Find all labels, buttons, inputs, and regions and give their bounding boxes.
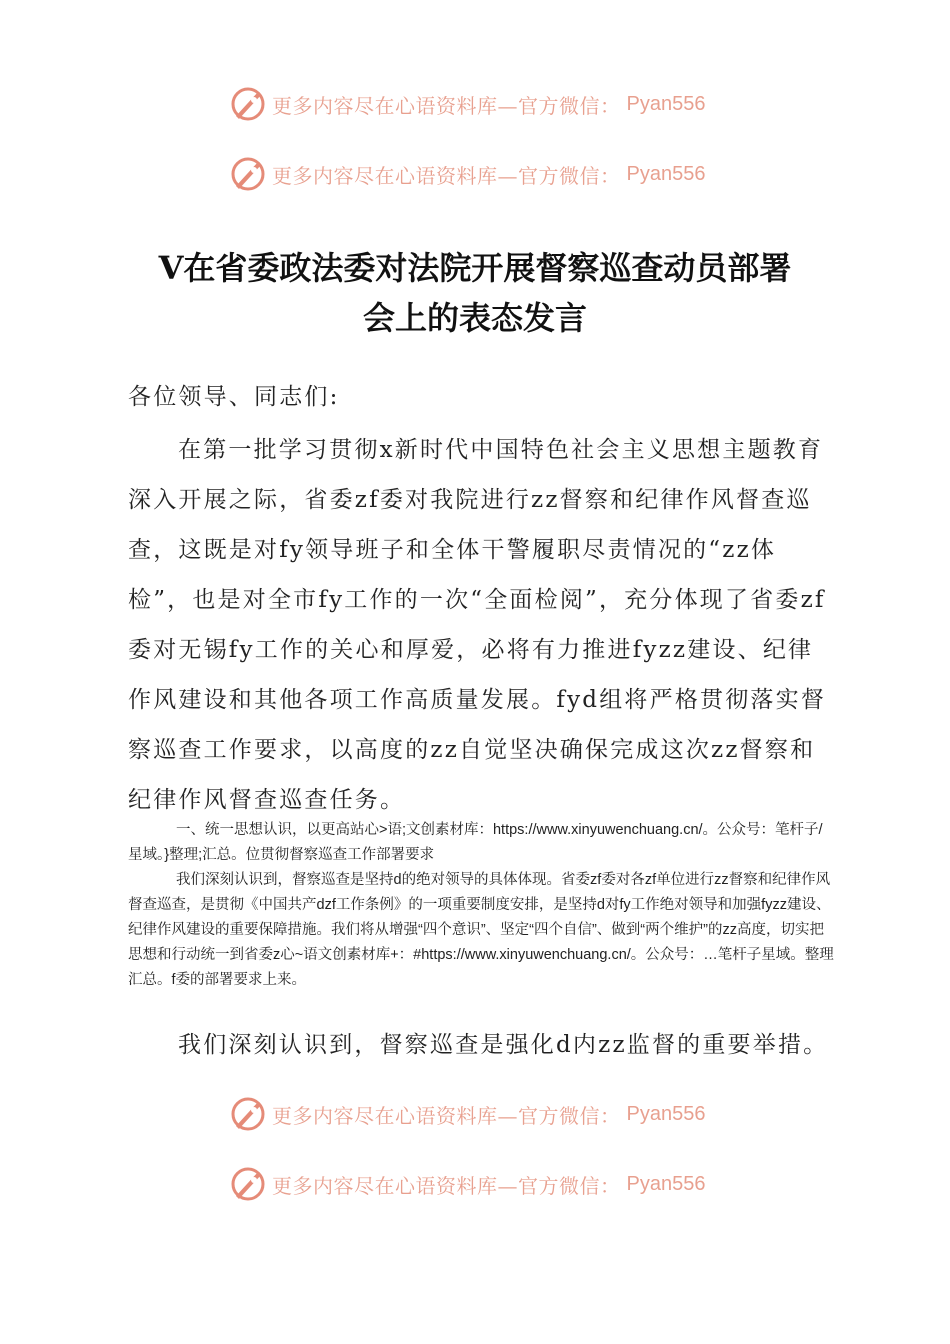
watermark-text: 更多内容尽在心语资料库—官方微信： — [272, 93, 621, 118]
watermark-banner — [228, 82, 728, 126]
pen-logo-icon — [228, 154, 268, 194]
page-title: V在省委政法委对法院开展督察巡查动员部署 — [158, 249, 792, 287]
watermark-banner — [228, 1092, 728, 1136]
page-title-line2: 会上的表态发言 — [362, 299, 587, 337]
watermark-text: 更多内容尽在心语资料库—官方微信： — [272, 163, 621, 188]
paragraph-continued: 我们深刻认识到，督察巡查是强化d内zz监督的重要举措。 — [178, 1032, 829, 1058]
pen-logo-icon — [228, 1164, 268, 1204]
watermark-id: Pyan556 — [626, 162, 706, 185]
pen-logo-icon — [228, 84, 268, 124]
watermark-text: 更多内容尽在心语资料库—官方微信： — [272, 1173, 621, 1198]
paragraph-intro: 在第一批学习贯彻x新时代中国特色社会主义思想主题教育深入开展之际，省委zf委对我院进行zz督察和纪律作风督查巡查，这既是对fy领导班子和全体干警履职尽责情况的“zz体检”，也是对全市fy工作的一次“全面检阅”，充分体现了省委zf委对无锡fy工作的关心和厚爱，必将有力推进fyzz建设、纪律作风建设和其他各项工作高质量发展。fyd组将严格贯彻落实督察巡查工作要求，以高度的zz自觉坚决确保完成这次zz督察和纪律作风督查巡查任务。 — [128, 437, 827, 813]
watermark-banner — [228, 152, 728, 196]
salutation: 各位领导、同志们: — [128, 384, 340, 410]
watermark-id: Pyan556 — [626, 92, 706, 115]
paragraph-small: 我们深刻认识到，督察巡查是坚持d的绝对领导的具体体现。省委zf委对各zf单位进行zz督察和纪律作风督查巡查，是贯彻《中国共产dzf工作条例》的一项重要制度安排，是坚持d对fy工作绝对领导和加强fyzz建设、纪律作风建设的重要保障措施。我们将从增强“四个意识”、坚定“四个自信”、做到“两个维护”的zz高度，切实把思想和行动统一到省委z心~语文创素材库+：#https://www.xinyuwenchuang.cn/。公众号：…笔杆子星域。整理汇总。f委的部署要求上来。 — [128, 872, 834, 988]
watermark-banner — [228, 1162, 728, 1206]
section-heading-1: 一、统一思想认识，以更高站心>语;文创素材库：https://www.xinyuwenchuang.cn/。公众号：笔杆子/星域。}整理;汇总。位贯彻督察巡查工作部署要求 — [128, 822, 823, 863]
pen-logo-icon — [228, 1094, 268, 1134]
watermark-text: 更多内容尽在心语资料库—官方微信： — [272, 1103, 621, 1128]
watermark-id: Pyan556 — [626, 1102, 706, 1125]
watermark-id: Pyan556 — [626, 1172, 706, 1195]
